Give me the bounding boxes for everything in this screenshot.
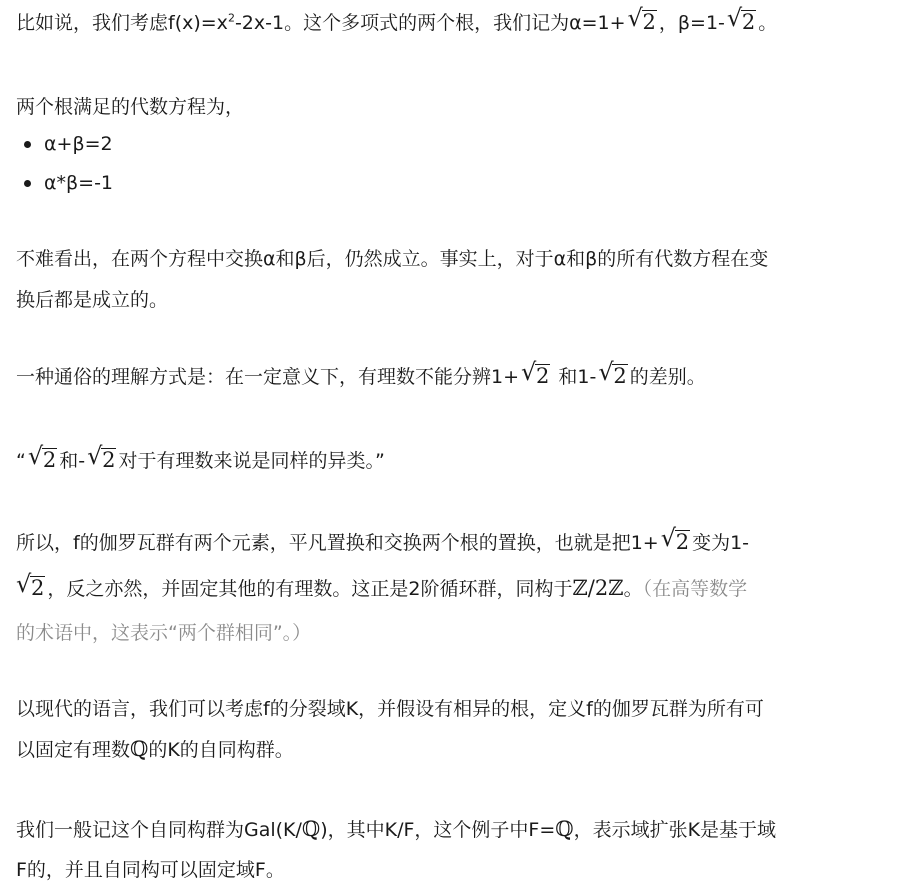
radical-icon: √: [521, 358, 537, 386]
text: -2x-1。这个多项式的两个根，我们记为α=1+: [234, 12, 626, 34]
text: 我们一般记这个自同构群为Gal(K/: [16, 819, 302, 841]
paragraph-quote: [16, 442, 385, 473]
rationals-symbol: ℚ: [555, 817, 574, 841]
text: 的K的自同构群。: [148, 739, 294, 761]
text: 对于有理数来说是同样的异类。”: [118, 450, 385, 472]
rationals-symbol: ℚ: [301, 817, 321, 841]
paragraph-gal-line1: [16, 817, 776, 842]
paragraph-swap-line1: 不难看出，在两个方程中交换α和β后，仍然成立。事实上，对于α和β的所有代数方程在变: [16, 248, 769, 270]
sqrt-2: √ 2: [726, 4, 756, 34]
paragraph-modern-line1: 以现代的语言，我们可以考虑f的分裂域K，并假设有相异的根，定义f的伽罗瓦群为所有可: [16, 698, 764, 720]
radical-icon: √: [627, 4, 643, 32]
sqrt-2: √ 2: [521, 358, 550, 388]
list-item-sum: α+β=2: [44, 133, 113, 155]
rationals-symbol: ℚ: [130, 737, 149, 761]
text: 。: [623, 578, 643, 600]
text: 。: [758, 12, 778, 34]
paragraph-swap-line2: 换后都是成立的。: [16, 289, 169, 311]
paragraph-intuition: [16, 358, 706, 389]
paragraph-galois-line3: 的术语中，这表示“两个群相同”。）: [16, 622, 312, 644]
text: )，其中K/F，这个例子中F=: [320, 819, 556, 841]
radical-icon: √: [726, 4, 743, 32]
bullet-dot: [24, 180, 31, 187]
sqrt-2: √ 2: [627, 4, 656, 34]
radical-icon: √: [27, 442, 44, 470]
text: 以固定有理数: [16, 739, 131, 761]
bullet-dot: [24, 141, 31, 148]
paragraph-galois-line2: [16, 570, 748, 601]
text: 的差别。: [629, 366, 706, 388]
radical-icon: √: [660, 524, 676, 552]
text: 变为1-: [692, 532, 750, 554]
text: ，β=1-: [658, 12, 725, 34]
sqrt-2: √ 2: [598, 358, 627, 388]
paragraph-polynomial: [16, 4, 778, 35]
text: 比如说，我们考虑f(x)=x: [16, 12, 228, 34]
text: ，反之亦然，并固定其他的有理数。这正是2阶循环群，同构于: [47, 578, 573, 600]
text: 和-: [59, 450, 86, 472]
text: 所以，f的伽罗瓦群有两个元素，平凡置换和交换两个根的置换，也就是把1+: [16, 532, 659, 554]
radical-icon: √: [598, 358, 614, 386]
open-quote: “: [16, 450, 26, 472]
text: 和1-: [552, 366, 597, 388]
text: ，表示域扩张K是基于域: [573, 819, 777, 841]
sqrt-2: √ 2: [27, 442, 57, 472]
paragraph-equations-intro: 两个根满足的代数方程为，: [16, 96, 245, 118]
radical-icon: √: [87, 442, 103, 470]
radical-icon: √: [16, 570, 32, 598]
sqrt-2: √ 2: [660, 524, 690, 554]
paragraph-modern-line2: [16, 737, 294, 762]
paragraph-galois-line1: [16, 524, 750, 555]
list-item-product: α*β=-1: [44, 172, 114, 194]
text: 一种通俗的理解方式是：在一定意义下，有理数不能分辨1+: [16, 366, 520, 388]
exponent: 2: [227, 11, 235, 25]
note-muted: （在高等数学: [642, 578, 748, 600]
sqrt-2: √ 2: [87, 442, 116, 472]
z-mod-2z: ℤ/2ℤ: [572, 576, 624, 600]
paragraph-gal-line2: F的，并且自同构可以固定域F。: [16, 859, 285, 881]
sqrt-2: √ 2: [16, 570, 45, 600]
